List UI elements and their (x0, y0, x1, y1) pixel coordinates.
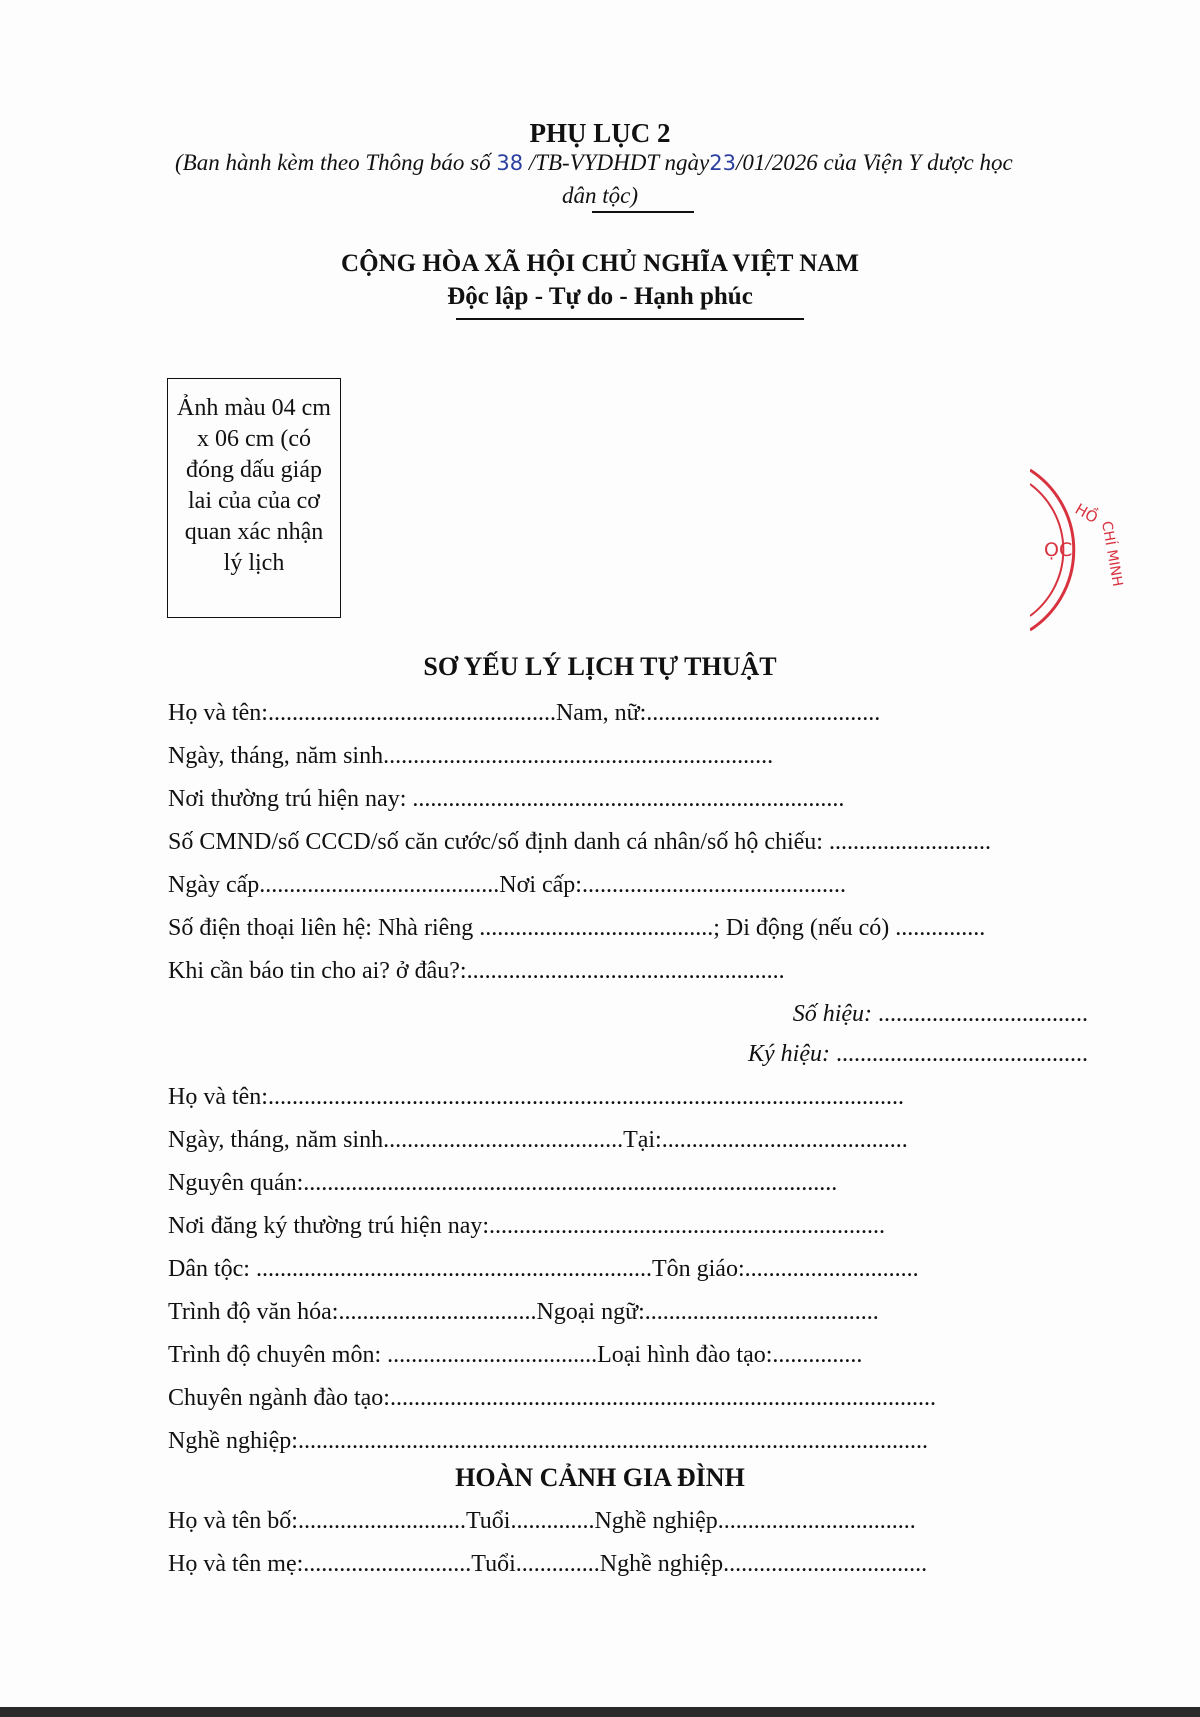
stamp-seal-icon (1030, 452, 1142, 638)
form-row: Dân tộc: ..................................................................Tôn giáo:............................. (168, 1256, 919, 1282)
form-title: SƠ YẾU LÝ LỊCH TỰ THUẬT (423, 652, 777, 681)
form-row: Số điện thoại liên hệ: Nhà riêng .......................................; Di động (nếu có) ............... (168, 915, 986, 941)
form-row: Họ và tên:................................................Nam, nữ:....................................... (168, 700, 881, 726)
scan-edge (0, 1707, 1200, 1717)
photo-box: Ảnh màu 04 cm x 06 cm (có đóng dấu giáp lai của của cơ quan xác nhận lý lịch (167, 378, 341, 618)
form-row: Chuyên ngành đào tạo:........................................................................................... (168, 1385, 936, 1411)
form-row: Họ và tên:.......................................................................................................... (168, 1084, 904, 1110)
so-hieu-dots: ................................... (878, 1001, 1088, 1027)
stamp-text-mid: ỌC (1044, 539, 1073, 561)
form-row: Ngày, tháng, năm sinh................................................................. (168, 743, 774, 769)
form-row: Trình độ chuyên môn: ...................................Loại hình đào tạo:............... (168, 1342, 863, 1368)
family-row: Họ và tên bố:............................Tuổi..............Nghề nghiệp................................. (168, 1508, 916, 1534)
form-row: Nơi đăng ký thường trú hiện nay:.................................................................. (168, 1213, 886, 1239)
form-row: Nghề nghiệp:......................................................................................................... (168, 1428, 928, 1454)
family-row: Họ và tên mẹ:............................Tuổi..............Nghề nghiệp.................................. (168, 1551, 928, 1577)
form-row: Ngày, tháng, năm sinh........................................Tại:......................................... (168, 1127, 908, 1153)
nation-motto: Độc lập - Tự do - Hạnh phúc (447, 283, 753, 310)
issued-line-2: dân tộc) (561, 183, 638, 208)
form-row: Số CMND/số CCCD/số căn cước/số định danh cá nhân/số hộ chiếu: ........................... (168, 829, 991, 855)
handwritten-day: 23 (709, 151, 736, 175)
so-hieu-label: Số hiệu: (792, 1001, 872, 1027)
divider-line (592, 211, 694, 213)
ky-hieu-label: Ký hiệu: (748, 1041, 830, 1067)
so-hieu-row (793, 1001, 1088, 1028)
ky-hieu-row (748, 1041, 1088, 1068)
form-row: Khi cần báo tin cho ai? ở đâu?:..................................................... (168, 958, 785, 984)
form-row: Nguyên quán:......................................................................................... (168, 1170, 838, 1196)
nation-name: CỘNG HÒA XÃ HỘI CHỦ NGHĨA VIỆT NAM (341, 250, 859, 277)
issued-mid: /TB-VYDHDT ngày (528, 150, 710, 175)
issued-prefix: (Ban hành kèm theo Thông báo số (175, 150, 491, 175)
motto-underline (456, 318, 804, 320)
issued-suffix: /01/2026 của Viện Y dược học (735, 150, 1013, 175)
form-row: Nơi thường trú hiện nay: ........................................................................ (168, 786, 845, 812)
family-title: HOÀN CẢNH GIA ĐÌNH (455, 1463, 745, 1492)
form-row: Ngày cấp........................................Nơi cấp:............................................ (168, 872, 846, 898)
stamp-text-right: CHÍ MINH (1098, 519, 1126, 588)
form-row: Trình độ văn hóa:.................................Ngoại ngữ:....................................... (168, 1299, 879, 1325)
stamp-text-top: HỒ (1072, 499, 1101, 528)
appendix-title: PHỤ LỤC 2 (529, 118, 671, 148)
ky-hieu-dots: .......................................... (836, 1041, 1088, 1067)
issued-line-1 (175, 150, 1013, 176)
handwritten-notice-number: 38 (496, 151, 524, 175)
